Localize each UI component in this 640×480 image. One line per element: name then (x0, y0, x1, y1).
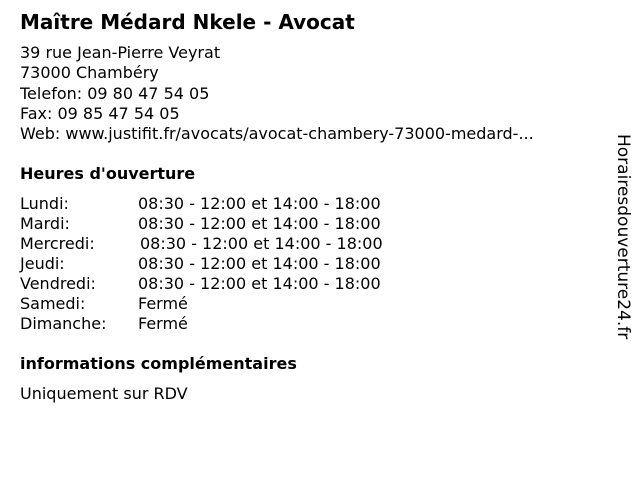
info-text: Uniquement sur RDV (20, 384, 188, 403)
watermark-text: Horairesdouverture24.fr (613, 134, 633, 340)
contact-block (20, 43, 534, 144)
day-label: Mardi: (20, 214, 70, 233)
address-city: 73000 Chambéry (20, 63, 159, 83)
hours-heading: Heures d'ouverture (20, 164, 196, 183)
website-link[interactable]: Web: www.justifit.fr/avocats/avocat-chambery-73000-medard-... (20, 124, 534, 144)
address-street: 39 rue Jean-Pierre Veyrat (20, 43, 221, 62)
day-label: Dimanche: (20, 314, 107, 333)
time-value: Fermé (138, 314, 188, 333)
time-value: Fermé (138, 294, 188, 313)
page-title: Maître Médard Nkele - Avocat (20, 10, 355, 34)
time-value: 08:30 - 12:00 et 14:00 - 18:00 (138, 194, 381, 213)
fax-number: Fax: 09 85 47 54 05 (20, 103, 180, 123)
phone-number: Telefon: 09 80 47 54 05 (20, 83, 210, 103)
day-label: Samedi: (20, 294, 86, 313)
time-value: 08:30 - 12:00 et 14:00 - 18:00 (138, 274, 381, 293)
info-heading: informations complémentaires (20, 354, 297, 373)
day-label: Jeudi: (20, 254, 65, 273)
day-label: Lundi: (20, 194, 69, 213)
time-value: 08:30 - 12:00 et 14:00 - 18:00 (140, 234, 383, 253)
time-value: 08:30 - 12:00 et 14:00 - 18:00 (138, 214, 381, 233)
day-label: Mercredi: (20, 234, 95, 253)
day-label: Vendredi: (20, 274, 96, 293)
time-value: 08:30 - 12:00 et 14:00 - 18:00 (138, 254, 381, 273)
watermark (612, 134, 634, 370)
